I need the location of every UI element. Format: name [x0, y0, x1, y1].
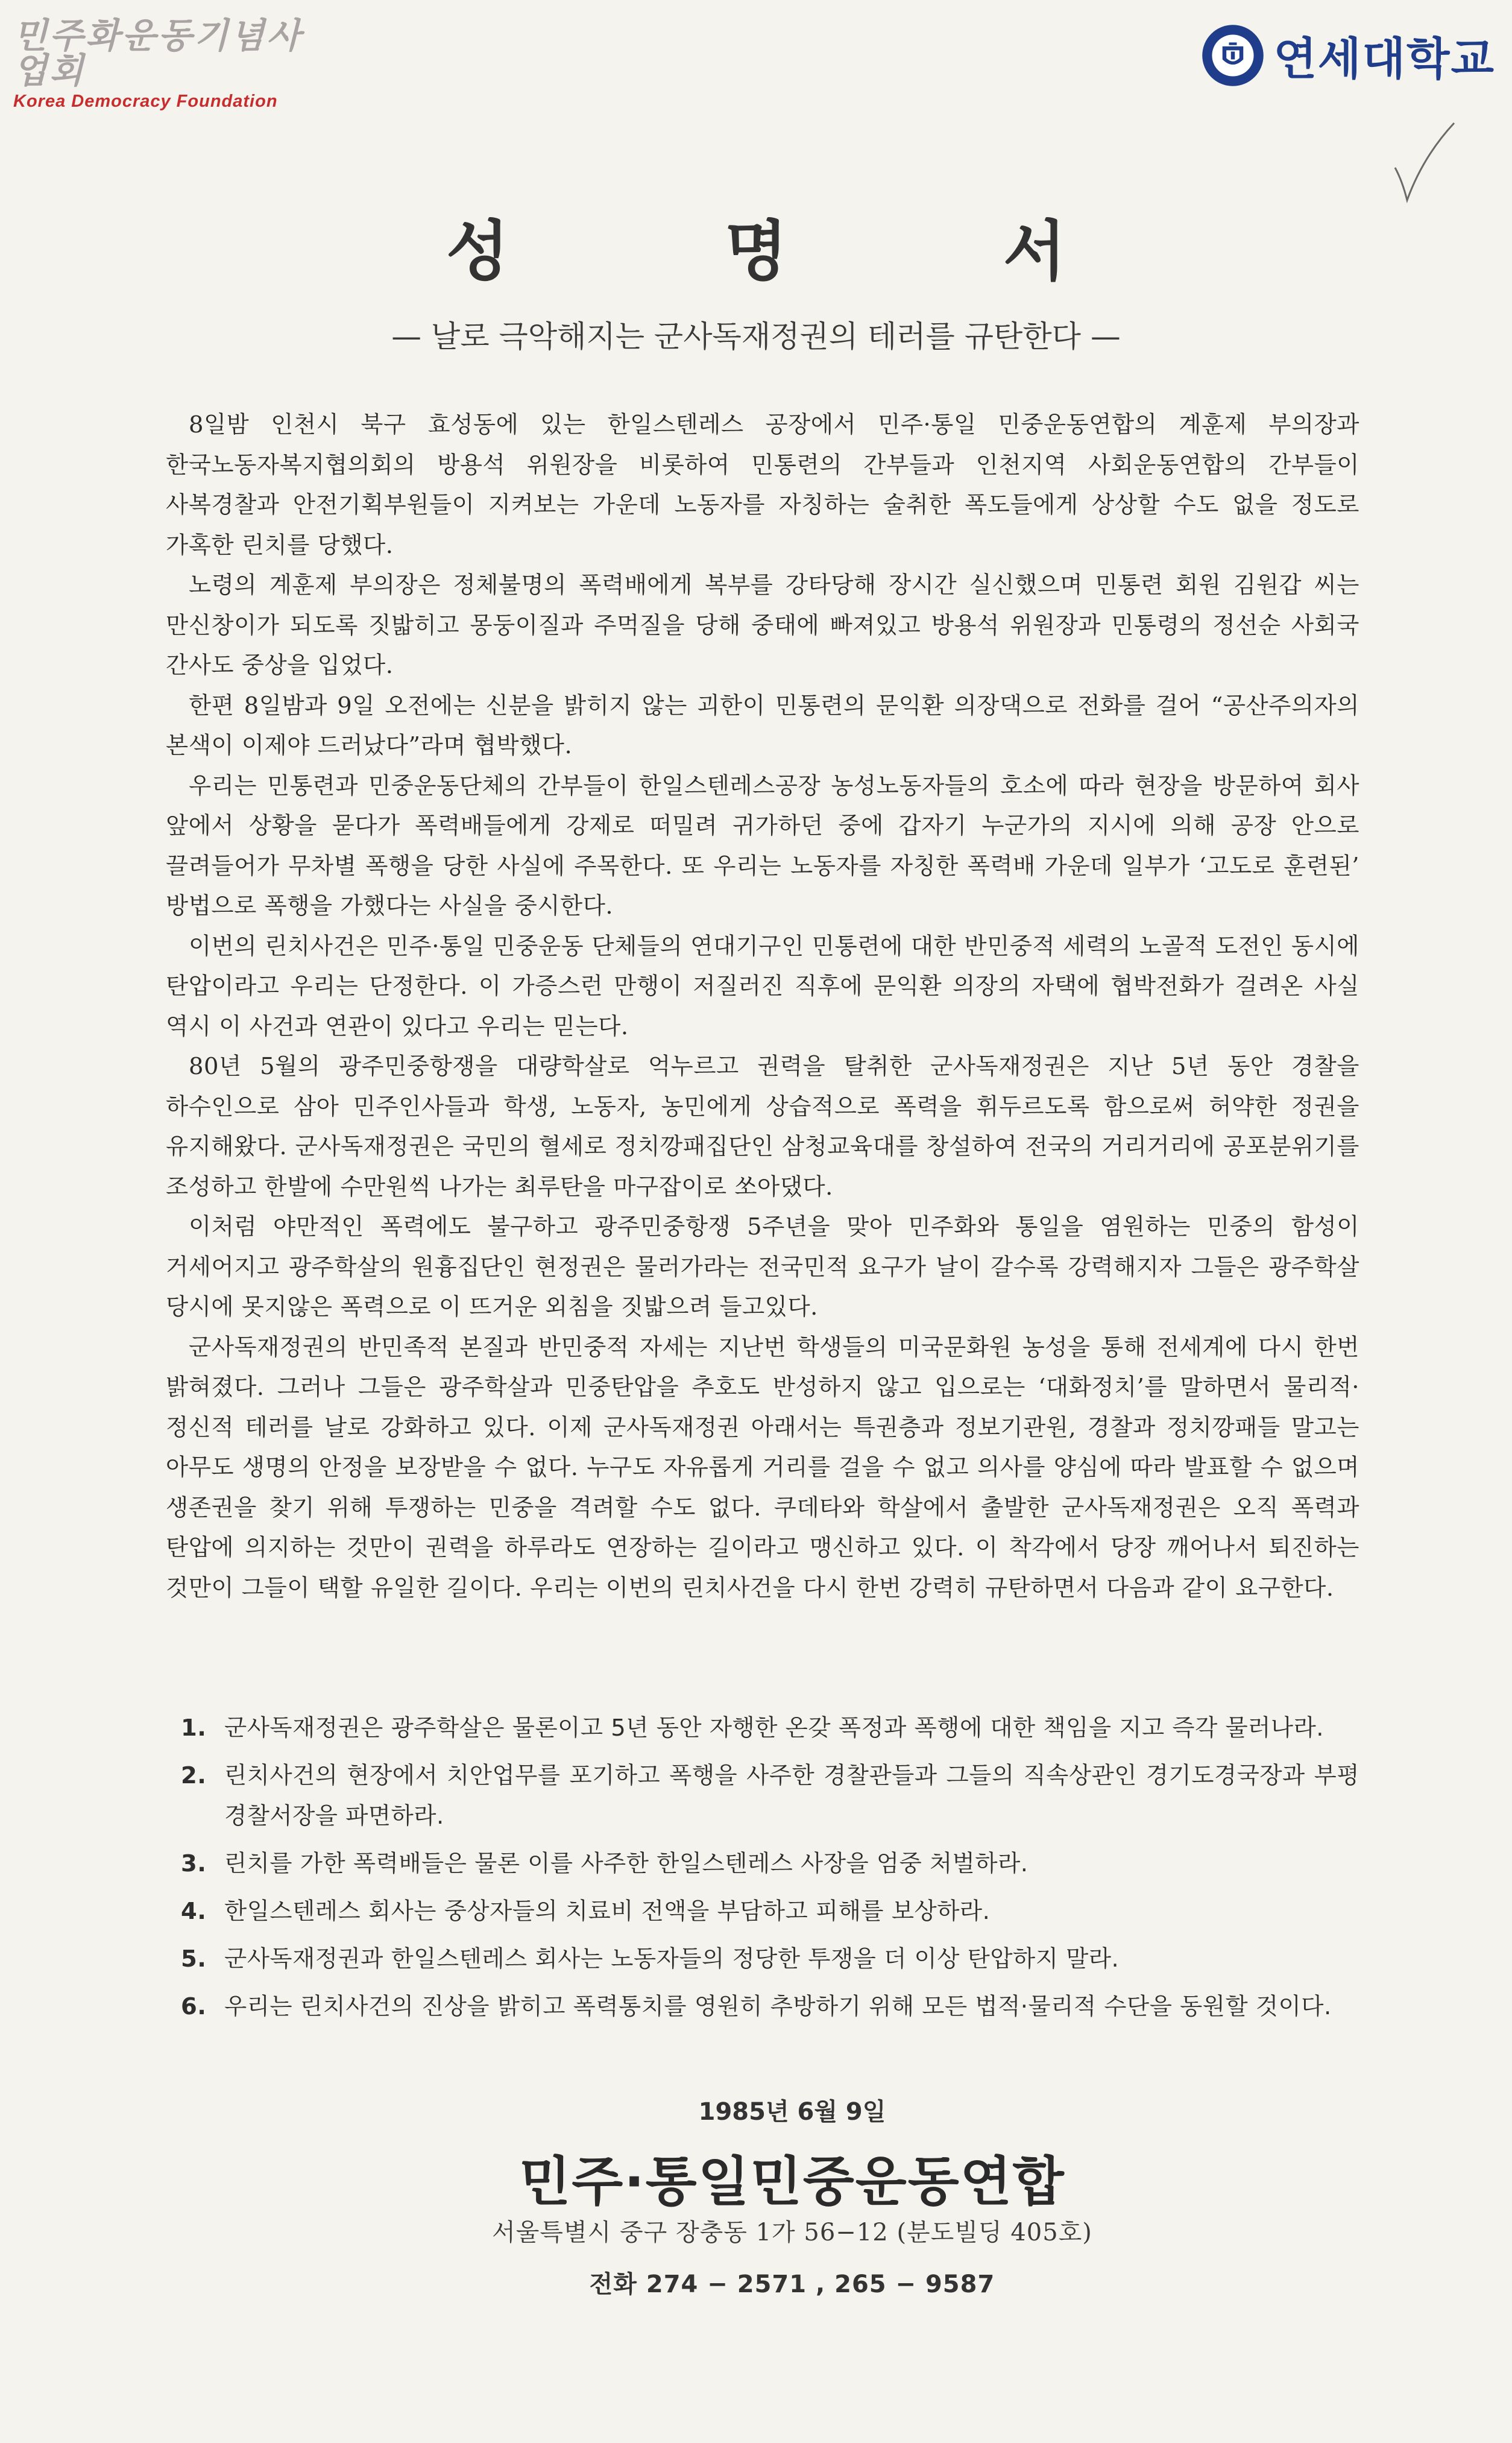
- organization-phone: 전화 274 − 2571 , 265 − 9587: [589, 2271, 995, 2298]
- demand-item: [181, 1891, 1359, 1932]
- demand-text: 우리는 린치사건의 진상을 밝히고 폭력통치를 영원히 추방하기 위해 모든 법적·물리적 수단을 동원할 것이다.: [224, 1993, 1332, 2020]
- paragraph: 이번의 린치사건은 민주·통일 민중운동 단체들의 연대기구인 민통련에 대한 반민중적 세력의 노골적 도전인 동시에 탄압이라고 우리는 단정한다. 이 가증스런 만행이 저질러진 직후에 문익환 의장의 자택에 협박전화가 걸려온 사실 역시 이 사건과 연관이 있다고 우리는 믿는다.: [166, 932, 1359, 1040]
- kdf-logo: [13, 15, 327, 112]
- yonsei-seal-icon: [1200, 23, 1265, 88]
- demand-number: 2.: [181, 1762, 207, 1789]
- demand-text: 군사독재정권은 광주학살은 물론이고 5년 동안 자행한 온갖 폭정과 폭행에 대한 책임을 지고 즉각 물러나라.: [224, 1715, 1325, 1742]
- demand-number: 3.: [181, 1850, 207, 1877]
- university-name: 연세대학교: [1273, 33, 1495, 85]
- demand-item: [181, 1986, 1359, 2027]
- kdf-english-name: Korea Democracy Foundation: [13, 92, 278, 111]
- demand-number: 6.: [181, 1993, 207, 2020]
- demands-list: [181, 1708, 1359, 2034]
- paragraph: 이처럼 야만적인 폭력에도 불구하고 광주민중항쟁 5주년을 맞아 민주화와 통일을 염원하는 민중의 함성이 거세어지고 광주학살의 원흉집단인 현정권은 물러가라는 전국민적 요구가 날이 갈수록 강력해지자 그들은 광주학살 당시에 못지않은 폭력으로 이 뜨거운 외침을 짓밟으려 들고있다.: [166, 1213, 1359, 1321]
- demand-text: 한일스텐레스 회사는 중상자들의 치료비 전액을 부담하고 피해를 보상하라.: [224, 1898, 991, 1925]
- paragraph: 한편 8일밤과 9일 오전에는 신분을 밝히지 않는 괴한이 민통련의 문익환 의장댁으로 전화를 걸어 “공산주의자의 본색이 이제야 드러났다”라며 협박했다.: [166, 692, 1359, 759]
- paragraph: 80년 5월의 광주민중항쟁을 대량학살로 억누르고 권력을 탈취한 군사독재정권은 지난 5년 동안 경찰을 하수인으로 삼아 민주인사들과 학생, 노동자, 농민에게 상습적으로 폭력을 휘두르도록 함으로써 허약한 정권을 유지해왔다. 군사독재정권은 국민의 혈세로 정치깡패집단인 삼청교육대를 창설하여 전국의 거리거리에 공포분위기를 조성하고 한발에 수만원씩 나가는 최루탄을 마구잡이로 쏘아댔다.: [166, 1053, 1359, 1201]
- demand-number: 5.: [181, 1945, 207, 1973]
- demand-text: 군사독재정권과 한일스텐레스 회사는 노동자들의 정당한 투쟁을 더 이상 탄압하지 말라.: [224, 1945, 1120, 1973]
- paragraph: 우리는 민통련과 민중운동단체의 간부들이 한일스텐레스공장 농성노동자들의 호소에 따라 현장을 방문하여 회사 앞에서 상황을 묻다가 폭력배들에게 강제로 떠밀려 귀가하던 중에 갑자기 누군가의 지시에 의해 공장 안으로 끌려들어가 무차별 폭행을 당한 사실에 주목한다. 또 우리는 노동자를 자칭한 폭력배 가운데 일부가 ‘고도로 훈련된’ 방법으로 폭행을 가했다는 사실을 중시한다.: [166, 772, 1359, 920]
- check-mark-icon: [1391, 121, 1458, 205]
- demand-number: 4.: [181, 1898, 207, 1925]
- statement-body: [166, 405, 1359, 1608]
- organization-name: 민주·통일민중운동연합: [519, 2151, 1065, 2213]
- demand-text: 린치사건의 현장에서 치안업무를 포기하고 폭행을 사주한 경찰관들과 그들의 직속상관인 경기도경국장과 부평 경찰서장을 파면하라.: [224, 1762, 1359, 1830]
- paragraph: 군사독재정권의 반민족적 본질과 반민중적 자세는 지난번 학생들의 미국문화원 농성을 통해 전세계에 다시 한번 밝혀졌다. 그러나 그들은 광주학살과 민중탄압을 추호도 반성하지 않고 입으로는 ‘대화정치’를 말하면서 물리적·정신적 테러를 날로 강화하고 있다. 이제 군사독재정권 아래서는 특권층과 정보기관원, 경찰과 정치깡패들 말고는 아무도 생명의 안정을 보장받을 수 없다. 누구도 자유롭게 거리를 걸을 수 없고 의사를 양심에 따라 발표할 수 없으며 생존권을 찾기 위해 투쟁하는 민중을 격려할 수도 없다. 쿠데타와 학살에서 출발한 군사독재정권은 오직 폭력과 탄압에 의지하는 것만이 권력을 하루라도 연장하는 길이라고 맹신하고 있다. 이 착각에서 당장 깨어나서 퇴진하는 것만이 그들이 택할 유일한 길이다. 우리는 이번의 린치사건을 다시 한번 강력히 규탄하면서 다음과 같이 요구한다.: [166, 1333, 1359, 1602]
- demand-number: 1.: [181, 1715, 207, 1742]
- demand-item: [181, 1939, 1359, 1979]
- document-title: 성 명 서: [446, 213, 1163, 289]
- organization-address: 서울특별시 중구 장충동 1가 56−12 (분도빌딩 405호): [492, 2219, 1092, 2246]
- paragraph: 노령의 계훈제 부의장은 정체불명의 폭력배에게 복부를 강타당해 장시간 실신했으며 민통련 회원 김원갑 씨는 만신창이가 되도록 짓밟히고 몽둥이질과 주먹질을 당해 중태에 빠져있고 방용석 위원장과 민통령의 정선순 사회국 간사도 중상을 입었다.: [166, 572, 1359, 679]
- paragraph: 8일밤 인천시 북구 효성동에 있는 한일스텐레스 공장에서 민주·통일 민중운동연합의 계훈제 부의장과 한국노동자복지협의회의 방용석 위원장을 비롯하여 민통련의 간부들과 인천지역 사회운동연합의 간부들이 사복경찰과 안전기획부원들이 지켜보는 가운데 노동자를 자칭하는 술취한 폭도들에게 상상할 수도 없을 정도로 가혹한 린치를 당했다.: [166, 411, 1359, 559]
- kdf-korean-name: 민주화운동기념사업회: [13, 15, 303, 91]
- demand-item: [181, 1756, 1359, 1836]
- demand-item: [181, 1844, 1359, 1884]
- document-subtitle: — 날로 극악해지는 군사독재정권의 테러를 규탄한다 —: [391, 319, 1121, 354]
- yonsei-logo: [1200, 23, 1495, 88]
- demand-item: [181, 1708, 1359, 1748]
- statement-date: 1985년 6월 9일: [698, 2098, 886, 2126]
- demand-text: 린치를 가한 폭력배들은 물론 이를 사주한 한일스텐레스 사장을 엄중 처벌하라.: [224, 1850, 1028, 1877]
